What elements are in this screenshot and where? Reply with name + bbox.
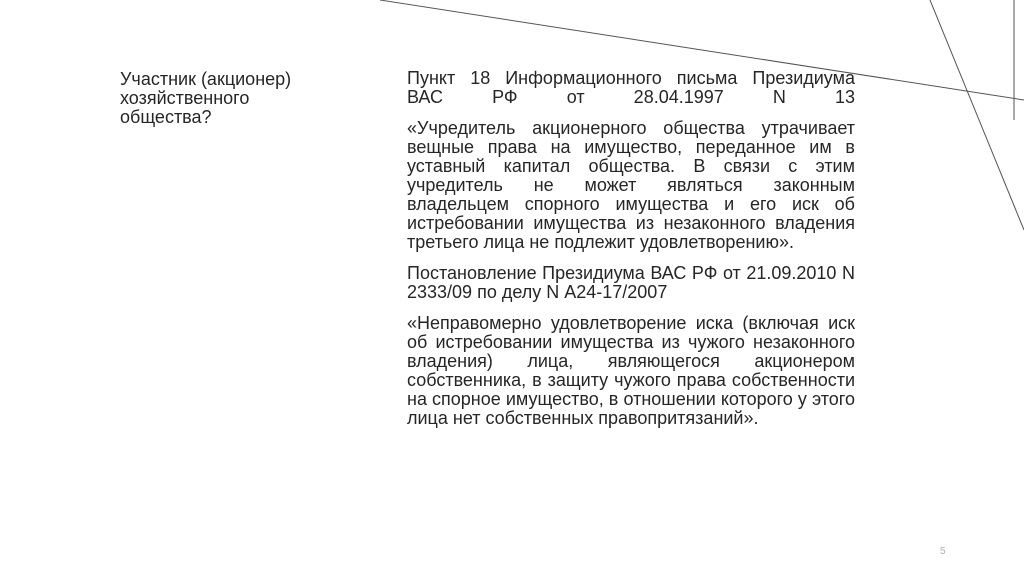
quote-2: «Неправомерно удовлетворение иска (включая иск об истребовании имущества из чужого незаконного владения) лица, являющегося акционером собственника, в защиту чужого права собственности на спорное имущество, в отношении которого у этого лица нет собственных правопритязаний».: [407, 313, 855, 428]
quote-1: «Учредитель акционерного общества утрачивает вещные права на имущество, переданное им в уставный капитал общества. В связи с этим учредитель не может являться законным владельцем спорного имущества и его иск об истребовании имущества из незаконного владения третьего лица не подлежит удовлетворению».: [407, 118, 855, 252]
reference-1: Пункт 18 Информационного письма Президиума ВАС РФ от 28.04.1997 N 13: [407, 68, 855, 107]
page-number: 5: [940, 546, 946, 557]
question-heading: Участник (акционер) хозяйственного общества?: [120, 69, 292, 127]
decor-line-diagonal: [930, 0, 1024, 230]
content-block: [407, 69, 855, 428]
reference-2: Постановление Президиума ВАС РФ от 21.09.2010 N 2333/09 по делу N А24-17/2007: [407, 263, 855, 302]
